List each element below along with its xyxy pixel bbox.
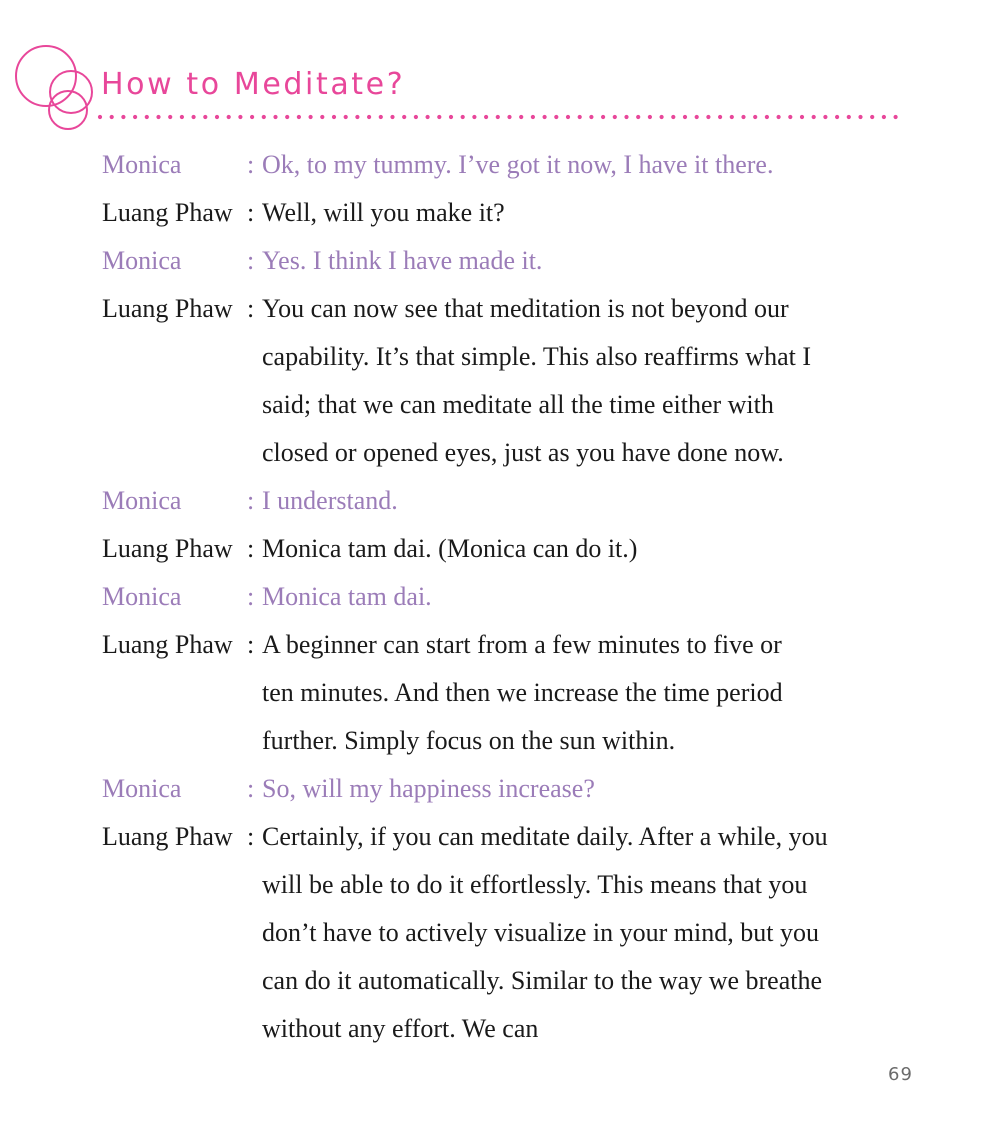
divider-dot <box>227 115 231 119</box>
divider-dot <box>402 115 406 119</box>
divider-dot <box>192 115 196 119</box>
divider-dot <box>648 115 652 119</box>
divider-dot <box>461 115 465 119</box>
divider-dot <box>823 115 827 119</box>
divider-dot <box>355 115 359 119</box>
divider-dot <box>777 115 781 119</box>
divider-dot <box>273 115 277 119</box>
divider-dot <box>168 115 172 119</box>
speaker-colon: : <box>247 486 255 515</box>
speaker-colon: : <box>247 582 255 611</box>
divider-dot <box>566 115 570 119</box>
divider-dot <box>484 115 488 119</box>
divider-dot <box>671 115 675 119</box>
dialogue-text: You can now see that meditation is not beyond our <box>262 294 789 323</box>
divider-dot <box>601 115 605 119</box>
dialogue-line <box>102 813 902 861</box>
dialogue-line <box>102 573 902 621</box>
divider-dot <box>519 115 523 119</box>
speaker-colon: : <box>247 822 255 851</box>
dialogue-text: don’t have to actively visualize in your mind, but you <box>262 918 819 947</box>
speaker-name: Monica <box>102 582 182 611</box>
logo-circle-large <box>16 46 76 106</box>
dialogue-text: I understand. <box>262 486 398 515</box>
dialogue-text: can do it automatically. Similar to the way we breathe <box>262 966 823 995</box>
divider-dot <box>262 115 266 119</box>
divider-dot <box>589 115 593 119</box>
divider-dot <box>624 115 628 119</box>
dialogue-line <box>102 957 902 1005</box>
divider-dot <box>765 115 769 119</box>
divider-dot <box>238 115 242 119</box>
divider-dot <box>812 115 816 119</box>
dialogue-text: capability. It’s that simple. This also reaffirms what I <box>262 342 812 371</box>
divider-dot <box>390 115 394 119</box>
divider-dot <box>156 115 160 119</box>
dialogue-text: Certainly, if you can meditate daily. After a while, you <box>262 822 828 851</box>
divider-dot <box>496 115 500 119</box>
dialogue-text: Yes. I think I have made it. <box>262 246 543 275</box>
divider-dot <box>414 115 418 119</box>
divider-dot <box>543 115 547 119</box>
divider-dot <box>800 115 804 119</box>
dialogue-line <box>102 189 902 237</box>
divider-dot <box>121 115 125 119</box>
divider-dot <box>847 115 851 119</box>
divider-dot <box>870 115 874 119</box>
speaker-name: Luang Phaw <box>102 630 233 659</box>
divider-dot <box>332 115 336 119</box>
dialogue-text: ten minutes. And then we increase the time period <box>262 678 783 707</box>
speaker-colon: : <box>247 534 255 563</box>
divider-dot <box>426 115 430 119</box>
speaker-name: Monica <box>102 774 182 803</box>
divider-dot <box>379 115 383 119</box>
dialogue-line <box>102 237 902 285</box>
dialogue-text: said; that we can meditate all the time either with <box>262 390 774 419</box>
dialogue-line <box>102 477 902 525</box>
dialogue-text: A beginner can start from a few minutes to five or <box>262 630 782 659</box>
divider-dot <box>531 115 535 119</box>
speaker-name: Monica <box>102 246 182 275</box>
dialogue-text: So, will my happiness increase? <box>262 774 595 803</box>
divider-dot <box>285 115 289 119</box>
dialogue-text: further. Simply focus on the sun within. <box>262 726 676 755</box>
speaker-colon: : <box>247 630 255 659</box>
speaker-colon: : <box>247 198 255 227</box>
dialogue-text: Monica tam dai. <box>262 582 432 611</box>
speaker-name: Luang Phaw <box>102 822 233 851</box>
divider-dot <box>706 115 710 119</box>
dialogue-transcript <box>102 141 902 1053</box>
divider-dot <box>203 115 207 119</box>
dialogue-line <box>102 285 902 333</box>
dialogue-line <box>102 669 902 717</box>
divider-dot <box>250 115 254 119</box>
divider-dot <box>180 115 184 119</box>
dotted-divider <box>97 112 905 122</box>
dialogue-text: Ok, to my tummy. I’ve got it now, I have it there. <box>262 150 774 179</box>
dialogue-text: closed or opened eyes, just as you have done now. <box>262 438 784 467</box>
divider-dot <box>578 115 582 119</box>
divider-dot <box>788 115 792 119</box>
divider-dot <box>133 115 137 119</box>
divider-dot <box>894 115 898 119</box>
divider-dot <box>858 115 862 119</box>
divider-dot <box>753 115 757 119</box>
dialogue-line <box>102 909 902 957</box>
divider-dot <box>437 115 441 119</box>
divider-dot <box>730 115 734 119</box>
divider-dot <box>110 115 114 119</box>
divider-dot <box>554 115 558 119</box>
speaker-colon: : <box>247 294 255 323</box>
divider-dot <box>309 115 313 119</box>
page-number: 69 <box>888 1064 913 1085</box>
divider-dot <box>741 115 745 119</box>
dialogue-line <box>102 717 902 765</box>
dialogue-line <box>102 621 902 669</box>
divider-dot <box>507 115 511 119</box>
dialogue-line <box>102 429 902 477</box>
dialogue-text: without any effort. We can <box>262 1014 539 1043</box>
divider-dot <box>613 115 617 119</box>
dialogue-text: will be able to do it effortlessly. This means that you <box>262 870 808 899</box>
speaker-colon: : <box>247 774 255 803</box>
divider-dot <box>145 115 149 119</box>
speaker-name: Luang Phaw <box>102 294 233 323</box>
divider-dot <box>344 115 348 119</box>
divider-dot <box>695 115 699 119</box>
dialogue-text: Monica tam dai. (Monica can do it.) <box>262 534 638 563</box>
divider-dot <box>683 115 687 119</box>
dialogue-line <box>102 765 902 813</box>
dialogue-line <box>102 141 902 189</box>
circles-logo-icon <box>10 40 110 140</box>
dialogue-line <box>102 861 902 909</box>
divider-dot <box>98 115 102 119</box>
divider-dot <box>367 115 371 119</box>
dialogue-line <box>102 1005 902 1053</box>
speaker-name: Monica <box>102 150 182 179</box>
divider-dot <box>636 115 640 119</box>
divider-dot <box>297 115 301 119</box>
divider-dot <box>449 115 453 119</box>
speaker-name: Luang Phaw <box>102 534 233 563</box>
speaker-name: Luang Phaw <box>102 198 233 227</box>
divider-dot <box>882 115 886 119</box>
dialogue-line <box>102 381 902 429</box>
divider-dot <box>835 115 839 119</box>
divider-dot <box>472 115 476 119</box>
divider-dot <box>660 115 664 119</box>
speaker-name: Monica <box>102 486 182 515</box>
divider-dot <box>320 115 324 119</box>
speaker-colon: : <box>247 246 255 275</box>
page-title: How to Meditate? <box>101 67 406 102</box>
divider-dot <box>718 115 722 119</box>
dialogue-line <box>102 333 902 381</box>
dialogue-line <box>102 525 902 573</box>
speaker-colon: : <box>247 150 255 179</box>
divider-dot <box>215 115 219 119</box>
dialogue-text: Well, will you make it? <box>262 198 505 227</box>
